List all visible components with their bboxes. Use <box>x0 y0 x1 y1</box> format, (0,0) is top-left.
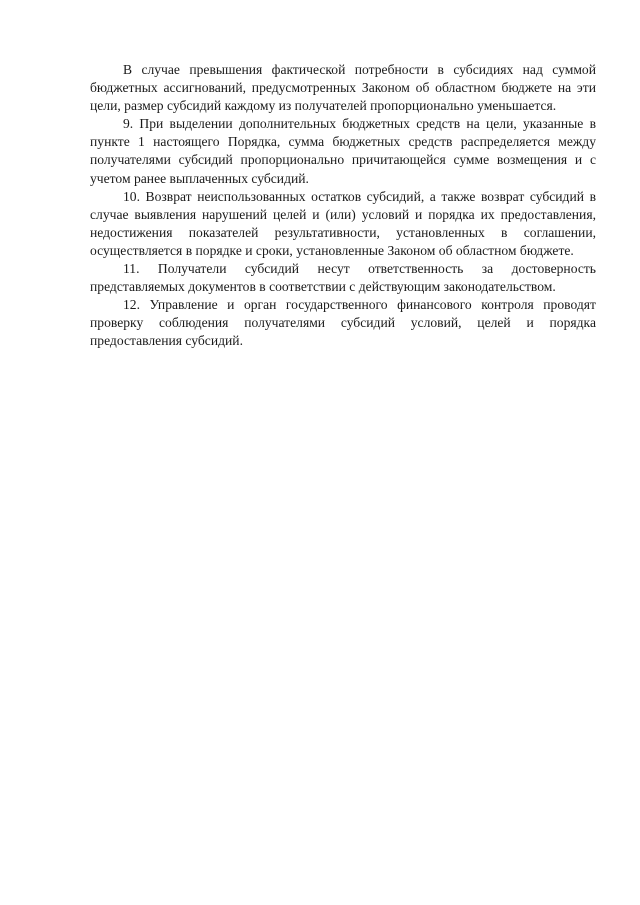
paragraph-9-additional-funds: 9. При выделении дополнительных бюджетных средств на цели, указанные в пункте 1 настоящего Порядка, сумма бюджетных средств распределяется между получателями субсидий пропорционально причитающейся сумме возмещения и с учетом ранее выплаченных субсидий. <box>90 116 596 186</box>
paragraph-11-responsibility: 11. Получатели субсидий несут ответственность за достоверность представляемых документов в соответствии с действующим законодательством. <box>90 261 596 295</box>
paragraph-12-audit: 12. Управление и орган государственного финансового контроля проводят проверку соблюдения получателями субсидий условий, целей и порядка предоставления субсидий. <box>90 297 596 349</box>
document-body <box>90 61 596 351</box>
paragraph-10-refund: 10. Возврат неиспользованных остатков субсидий, а также возврат субсидий в случае выявления нарушений целей и (или) условий и порядка их предоставления, недостижения показателей результативности, установленных в соглашении, осуществляется в порядке и сроки, установленные Законом об областном бюджете. <box>90 188 596 258</box>
paragraph-excess-demand: В случае превышения фактической потребности в субсидиях над суммой бюджетных ассигнований, предусмотренных Законом об областном бюджете на эти цели, размер субсидий каждому из получателей пропорционально уменьшается. <box>90 62 596 114</box>
